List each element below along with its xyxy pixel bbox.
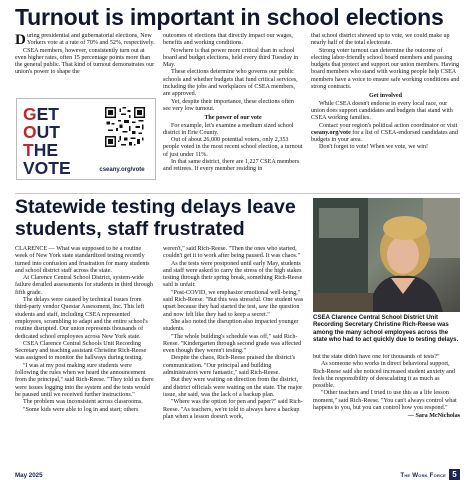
photo-christine-rich-reese	[313, 198, 460, 312]
publication-name: The Work Force	[400, 472, 446, 479]
paragraph: weren't," said Rich-Reese. "Then the ones who started, couldn't get it to work after being paused. It was chaos."	[163, 246, 300, 260]
paragraph: The problem was inconsistent across classrooms.	[23, 399, 143, 406]
paragraph: that school district showed up to vote, we could make up nearly half of the total electorate.	[311, 33, 450, 47]
byline: — Sara McNicholas	[407, 413, 460, 420]
paragraph: While CSEA doesn't endorse in every local race, our union does support candidates and budgets that stand with CSEA working families.	[311, 100, 453, 122]
page-footer	[15, 472, 460, 480]
section-divider	[15, 193, 460, 194]
paragraph: As the tests were postponed until early May, students and staff were asked to carry the stress of the high stakes testing through their spring break, something Rich-Reese said is unfair.	[163, 260, 303, 289]
paragraph: Despite the chaos, Rich-Reese praised the district's communication. "Our principal and building administrators were fantastic," said Rich-Reese.	[163, 355, 296, 377]
paragraph: As someone who works in direct behavioral support, Rich-Reese said she noticed increased student anxiety and feels the responsibility of deescalating it as much as possible.	[313, 361, 455, 390]
article1-column-2	[163, 33, 303, 191]
subheading: The power of our vote	[204, 115, 262, 122]
issue-date: May 2025	[15, 472, 43, 479]
article2-column-1	[15, 246, 155, 468]
paragraph: At Clarence Central School District, system-wide failure derailed assessments for students in third through fifth grade.	[15, 275, 153, 296]
paragraph: "The whole building's schedule was off," said Rich-Reese. "Kindergarten through second grade was affected even though they weren't testing."	[163, 333, 302, 355]
paragraph: Yet, despite their importance, these elections often see very low turnout.	[163, 98, 294, 112]
paragraph: but the state didn't have one for thousands of tests?"	[313, 354, 440, 360]
vote-link[interactable]: cseany.org/vote	[311, 129, 351, 136]
photo-caption: CSEA Clarence Central School District Unit Recording Secretary Christine Rich-Reese was among the many school employees across the state who had to act quickly due to testing delays.	[313, 314, 459, 343]
paragraph: CLARENCE — What was supposed to be a routine week of New York state standardized testing recently turned into confusion and frustration for many students and school district staff across the state.	[15, 246, 150, 274]
paragraph: Contact your region's political action coordinator or visit cseany.org/vote for a list of CSEA-endorsed candidates and budgets in your area.	[311, 122, 458, 144]
paragraph: Nowhere is that power more critical than in school board and budget elections, held every third Tuesday in May.	[163, 47, 299, 69]
qr-code-icon[interactable]	[105, 107, 145, 147]
article1-column-1	[15, 33, 155, 95]
paragraph: Out of about 26,000 potential voters, only 2,353 people voted in the most recent school election, a turnout of just under 11%.	[163, 137, 303, 158]
paragraph: CSEA Clarence Central Schools Unit Recording Secretary and teaching assistant Christine Rich-Reese was assigned to monitor the hallways during testing.	[15, 340, 147, 362]
article1-column-3	[311, 33, 460, 191]
drop-cap: D	[15, 33, 26, 48]
subheading: Get involved	[368, 93, 402, 100]
paragraph: "Other teachers and I tried to use this as a life lesson moment," said Rich-Reese. "You can't always control what happens to you, but you can control how you respond."	[313, 390, 457, 412]
paragraph: These elections determine who governs our public schools and whether budgets that fund critical services, including the jobs and workplaces of CSEA members, are approved.	[163, 69, 298, 98]
paragraph: CSEA members, however, consistently turn out at even higher rates, often 15 percentage points more than the general public. That kind of turnout demonstrates our union's power to shape the	[15, 47, 155, 76]
paragraph: outcomes of elections that directly impact our wages, benefits and working conditions.	[163, 33, 293, 47]
article-headline-testing: Statewide testing delays leave students, staff frustrated	[15, 196, 296, 240]
paragraph: But they were waiting on direction from the district, and district officials were waiting on the state. The major issue, she said, was the lack of a backup plan.	[163, 377, 303, 398]
paragraph: For example, let's examine a medium sized school district in Erie County.	[163, 122, 294, 136]
vote-url[interactable]: cseany.org/vote	[99, 167, 145, 173]
paragraph: "Some kids were able to log in and start; others	[23, 406, 139, 413]
paragraph: "I was at my post making sure students were following the rules when we heard the announcement from the principal," said Rich-Reese. "They told us there were issues logging into the system and the tests would be paused until we received further instructions."	[15, 362, 154, 398]
paragraph: Don't forget to vote! When we vote, we win!	[319, 144, 429, 151]
article2-column-2	[163, 246, 304, 468]
get-out-the-vote-graphic	[16, 98, 156, 180]
page-number: 5	[449, 469, 460, 480]
paragraph: She also noted the disruption also impacted younger students.	[163, 318, 299, 333]
article-headline-turnout: Turnout is important in school elections	[15, 4, 444, 30]
paragraph: During presidential and gubernatorial elections, New Yorkers vote at a rate of 70% and 52%, respectively.	[15, 33, 155, 48]
article2-column-3	[313, 354, 460, 468]
paragraph: In that same district, there are 1,227 CSEA members and retirees. If every member residing in	[163, 159, 300, 173]
paragraph: "Post-COVID, we emphasize emotional well-being," said Rich-Reese. "But this was stressful. One student was upset because they had started the test, saw the question and now felt like they had to keep a secret."	[163, 289, 304, 318]
paragraph: Strong voter turnout can determine the outcome of electing labor-friendly school board members and passing budgets that protect and support our union members. Having board members who stand with working people help CSEA members have a voice to ensure safe working conditions and strong contracts.	[311, 47, 460, 91]
paragraph: "Where was the option for pen and paper?" said Rich-Reese. "As teachers, we're told to always have a backup plan when a lesson doesn't work,	[163, 399, 303, 420]
get-out-the-vote-wordmark: GET OUT THE VOTE	[23, 104, 71, 178]
paragraph: The delays were caused by technical issues from third-party vendor Questar Assessment, Inc. This left students and staff, including CSEA represented employees, scrambling to adapt and the entire school's routine disrupted. Our union represents thousands of dedicated school employees across New York state.	[15, 297, 148, 340]
